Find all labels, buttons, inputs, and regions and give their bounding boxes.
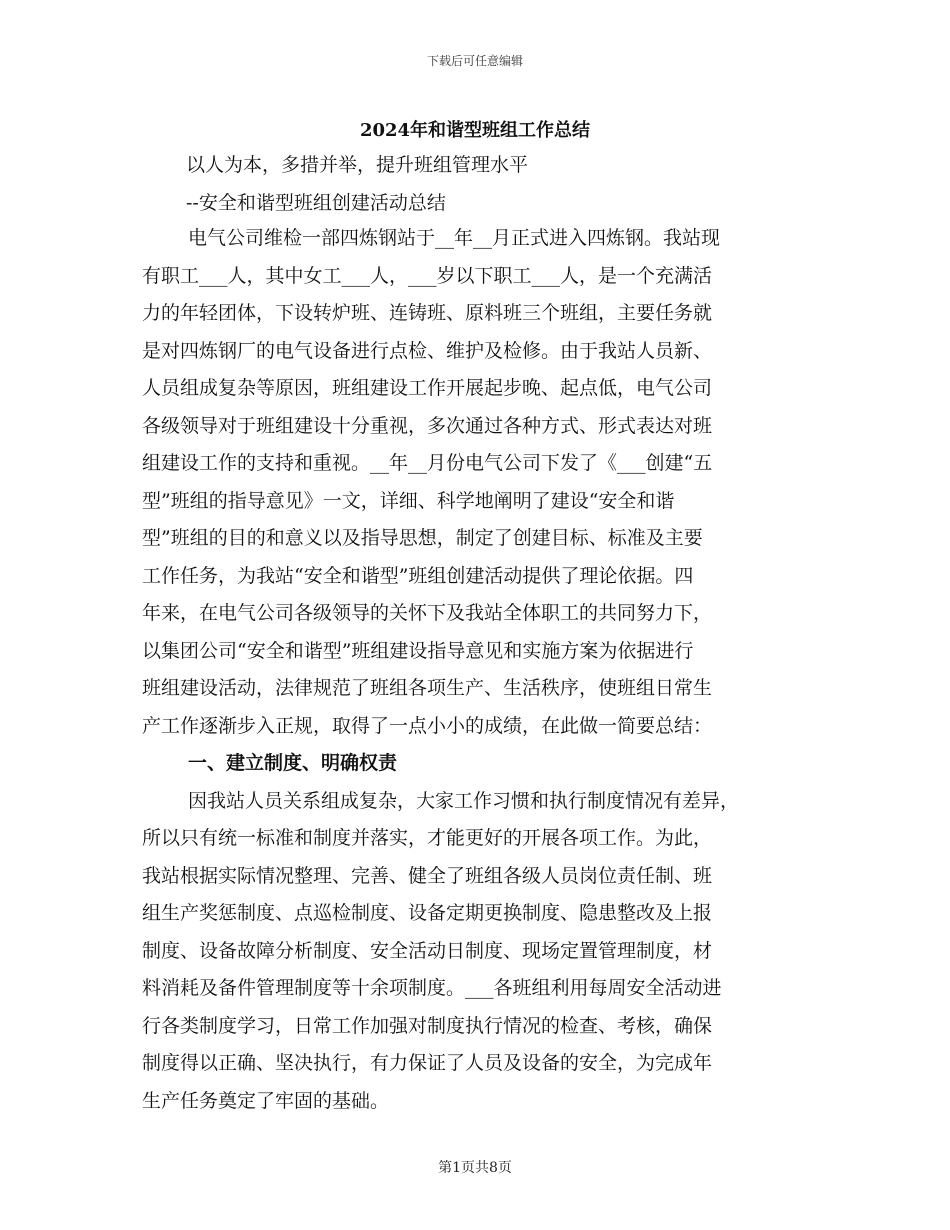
body-line: 所以只有统一标准和制度并落实，才能更好的开展各项工作。为此， <box>142 827 713 849</box>
body-line: 人员组成复杂等原因，班组建设工作开展起步晚、起点低，电气公司 <box>142 377 713 399</box>
body-line: 型”班组的目的和意义以及指导思想，制定了创建目标、标准及主要 <box>142 527 703 549</box>
body-line: 料消耗及备件管理制度等十余项制度。___各班组利用每周安全活动进 <box>142 977 722 999</box>
body-line: 因我站人员关系组成复杂，大家工作习惯和执行制度情况有差异， <box>188 789 740 812</box>
body-line: 各级领导对于班组建设十分重视，多次通过各种方式、形式表达对班 <box>142 414 713 437</box>
body-line: 生产任务奠定了牢固的基础。 <box>142 1089 390 1112</box>
body-line: 我站根据实际情况整理、完善、健全了班组各级人员岗位责任制、班 <box>142 864 713 887</box>
header-note: 下载后可任意编辑 <box>426 54 523 68</box>
body-line: 产工作逐渐步入正规，取得了一点小小的成绩，在此做一简要总结： <box>142 714 713 737</box>
body-line: 是对四炼钢厂的电气设备进行点检、维护及检修。由于我站人员新、 <box>142 339 713 362</box>
document-body <box>142 220 814 1120</box>
document-title: 2024年和谐型班组工作总结 <box>359 120 591 141</box>
body-line: 工作任务，为我站“安全和谐型”班组创建活动提供了理论依据。四 <box>142 564 694 587</box>
subtitle-line: --安全和谐型班组创建活动总结 <box>186 192 446 214</box>
body-line: 制度得以正确、坚决执行，有力保证了人员及设备的安全，为完成年 <box>142 1052 713 1074</box>
body-line: 有职工___人，其中女工___人，___岁以下职工___人，是一个充满活 <box>142 264 713 287</box>
body-line: 型”班组的指导意见》一文，详细、科学地阐明了建设“安全和谐 <box>142 489 675 512</box>
body-line: 电气公司维检一部四炼钢站于__年__月正式进入四炼钢。我站现 <box>188 227 721 249</box>
body-line: 组建设工作的支持和重视。__年__月份电气公司下发了《___创建“五 <box>142 452 713 474</box>
body-line: 制度、设备故障分析制度、安全活动日制度、现场定置管理制度，材 <box>142 939 713 962</box>
subtitle-line: 以人为本，多措并举，提升班组管理水平 <box>186 154 529 176</box>
body-line: 年来，在电气公司各级领导的关怀下及我站全体职工的共同努力下， <box>142 602 713 624</box>
body-line: 以集团公司“安全和谐型”班组建设指导意见和实施方案为依据进行 <box>142 639 694 662</box>
body-line: 行各类制度学习，日常工作加强对制度执行情况的检查、考核，确保 <box>142 1014 713 1037</box>
page-number-footer: 第1页共8页 <box>438 1160 512 1176</box>
body-line: 力的年轻团体，下设转炉班、连铸班、原料班三个班组，主要任务就 <box>142 302 713 324</box>
body-line: 组生产奖惩制度、点巡检制度、设备定期更换制度、隐患整改及上报 <box>142 902 713 924</box>
body-line: 班组建设活动，法律规范了班组各项生产、生活秩序，使班组日常生 <box>142 677 713 699</box>
section-heading: 一、建立制度、明确权责 <box>188 752 398 774</box>
